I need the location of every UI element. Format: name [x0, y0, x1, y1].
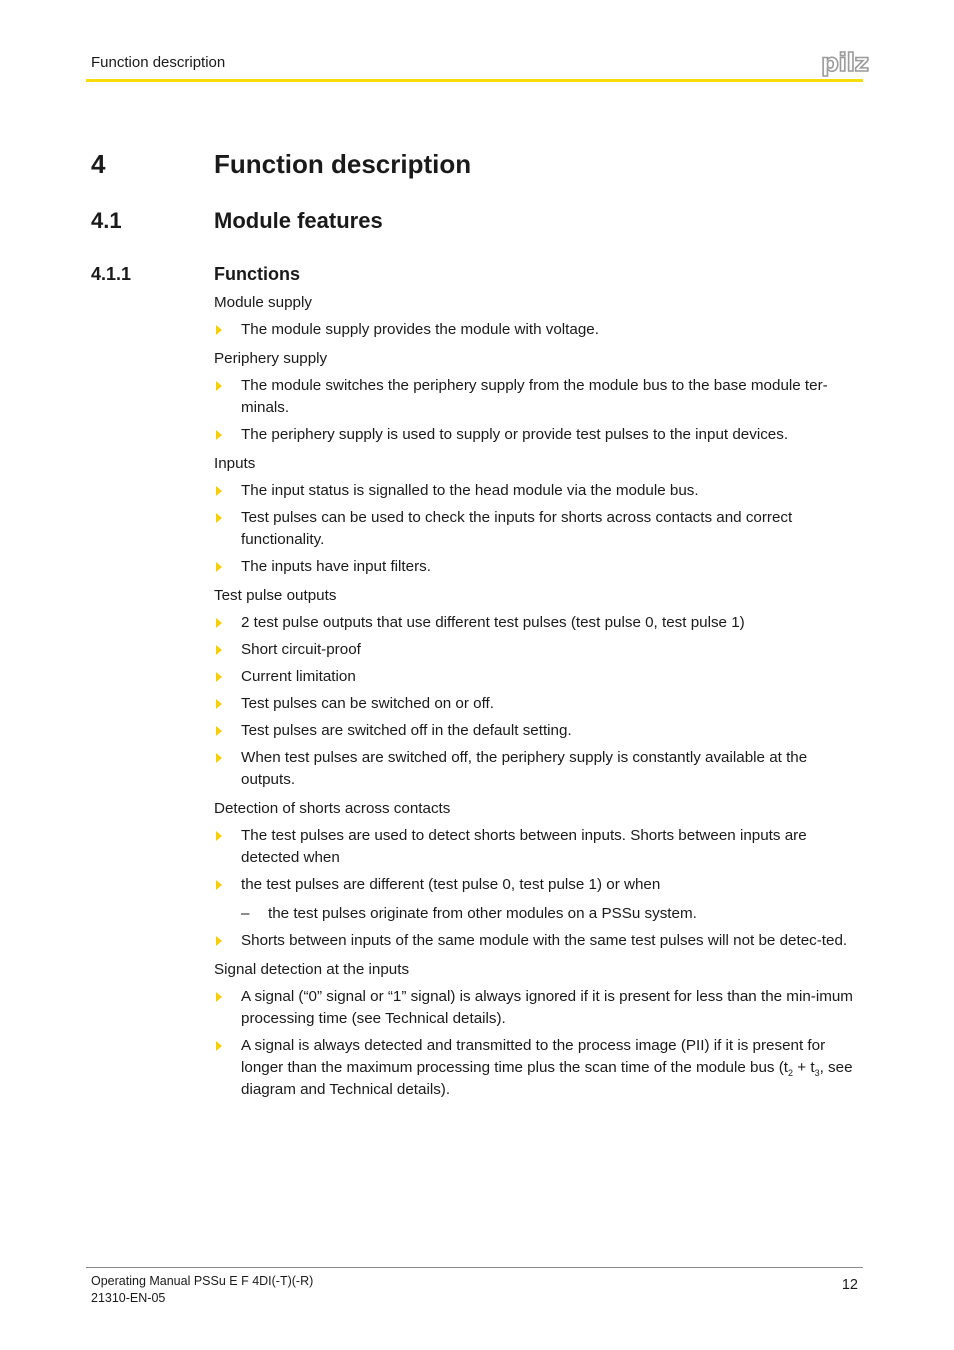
list-item [214, 874, 864, 925]
arrow-bullet-icon [216, 699, 222, 709]
footer-info [91, 1273, 313, 1307]
section-number: 4.1 [91, 208, 122, 233]
list-item-text: the test pulses are different (test pulse 0, test pulse 1) or when [241, 876, 661, 893]
bullet-list [214, 375, 864, 446]
arrow-bullet-icon [216, 562, 222, 572]
group-heading: Inputs [214, 455, 256, 472]
subscript: 2 [788, 1068, 794, 1079]
list-item-text: The periphery supply is used to supply or provide test pulses to the input devices. [241, 426, 789, 443]
list-item-text: 2 test pulse outputs that use different test pulses (test pulse 0, test pulse 1) [241, 614, 745, 631]
arrow-bullet-icon [216, 880, 222, 890]
list-item [214, 693, 864, 715]
dash-bullet-icon: – [241, 905, 250, 922]
list-item-text [241, 1037, 853, 1098]
footer-rule [86, 1267, 863, 1268]
list-item [214, 424, 864, 446]
arrow-bullet-icon [216, 992, 222, 1002]
arrow-bullet-icon [216, 672, 222, 682]
arrow-bullet-icon [216, 513, 222, 523]
chapter-number: 4 [91, 149, 106, 179]
document-number: 21310-EN-05 [91, 1291, 166, 1305]
list-item-text: Test pulses can be used to check the inputs for shorts across contacts and correct functionality. [241, 509, 793, 548]
list-item-text: The module supply provides the module with voltage. [241, 321, 599, 338]
text-fragment: , see diagram and Technical details). [241, 1059, 853, 1098]
bullet-list [214, 986, 864, 1101]
list-item [214, 930, 864, 952]
list-item [214, 319, 864, 341]
list-item-text: A signal (“0” signal or “1” signal) is always ignored if it is present for less than the min-imum processing time (see Technical details). [241, 988, 853, 1027]
list-item [214, 507, 864, 551]
group-heading: Detection of shorts across contacts [214, 800, 451, 817]
list-item-text: Shorts between inputs of the same module with the same test pulses will not be detec-ted. [241, 932, 848, 949]
list-item-text: Short circuit-proof [241, 641, 361, 658]
running-header-title: Function description [91, 54, 226, 71]
arrow-bullet-icon [216, 430, 222, 440]
header-rule [86, 79, 863, 82]
list-item [214, 556, 864, 578]
sub-list-item [241, 903, 864, 925]
arrow-bullet-icon [216, 381, 222, 391]
sub-list-item-text: the test pulses originate from other modules on a PSSu system. [268, 905, 697, 922]
section-title: Module features [214, 208, 383, 233]
list-item [214, 375, 864, 419]
list-item [214, 1035, 864, 1101]
arrow-bullet-icon [216, 936, 222, 946]
manual-title: Operating Manual PSSu E F 4DI(-T)(-R) [91, 1274, 314, 1288]
subscript: 3 [814, 1068, 820, 1079]
list-item-text: Current limitation [241, 668, 356, 685]
subsection-number: 4.1.1 [91, 264, 132, 284]
page-number: 12 [841, 1277, 858, 1293]
group-heading: Test pulse outputs [214, 587, 337, 604]
list-item [214, 612, 864, 634]
list-item-text: The test pulses are used to detect shorts between inputs. Shorts between inputs are detected when [241, 827, 807, 866]
chapter-title: Function description [214, 149, 472, 179]
group-heading: Signal detection at the inputs [214, 961, 410, 978]
sub-bullet-list [241, 903, 864, 925]
arrow-bullet-icon [216, 1041, 222, 1051]
body-content [214, 292, 864, 1108]
bullet-list [214, 319, 864, 341]
list-item [214, 825, 864, 869]
list-item-text: Test pulses are switched off in the default setting. [241, 722, 572, 739]
list-item-text: When test pulses are switched off, the periphery supply is constantly available at the outputs. [241, 749, 808, 788]
text-fragment: + t [793, 1059, 815, 1076]
list-item-text: Test pulses can be switched on or off. [241, 695, 494, 712]
arrow-bullet-icon [216, 645, 222, 655]
list-item [214, 747, 864, 791]
bullet-list [214, 825, 864, 952]
pilz-logo: pilz [821, 48, 869, 77]
list-item [214, 720, 864, 742]
arrow-bullet-icon [216, 325, 222, 335]
list-item [214, 986, 864, 1030]
arrow-bullet-icon [216, 831, 222, 841]
group-heading: Periphery supply [214, 350, 328, 367]
text-fragment: A signal is always detected and transmitted to the process image (PII) if it is present for longer than the maximum processing time plus the scan time of the module bus (t [241, 1037, 826, 1076]
list-item [214, 639, 864, 661]
list-item-text: The module switches the periphery supply from the module bus to the base module ter-minals. [241, 377, 828, 416]
bullet-list [214, 480, 864, 578]
list-item-text: The inputs have input filters. [241, 558, 431, 575]
arrow-bullet-icon [216, 753, 222, 763]
list-item [214, 666, 864, 688]
arrow-bullet-icon [216, 486, 222, 496]
list-item [214, 480, 864, 502]
group-heading: Module supply [214, 294, 312, 311]
arrow-bullet-icon [216, 726, 222, 736]
subsection-title: Functions [214, 264, 300, 284]
list-item-text: The input status is signalled to the head module via the module bus. [241, 482, 699, 499]
arrow-bullet-icon [216, 618, 222, 628]
bullet-list [214, 612, 864, 791]
